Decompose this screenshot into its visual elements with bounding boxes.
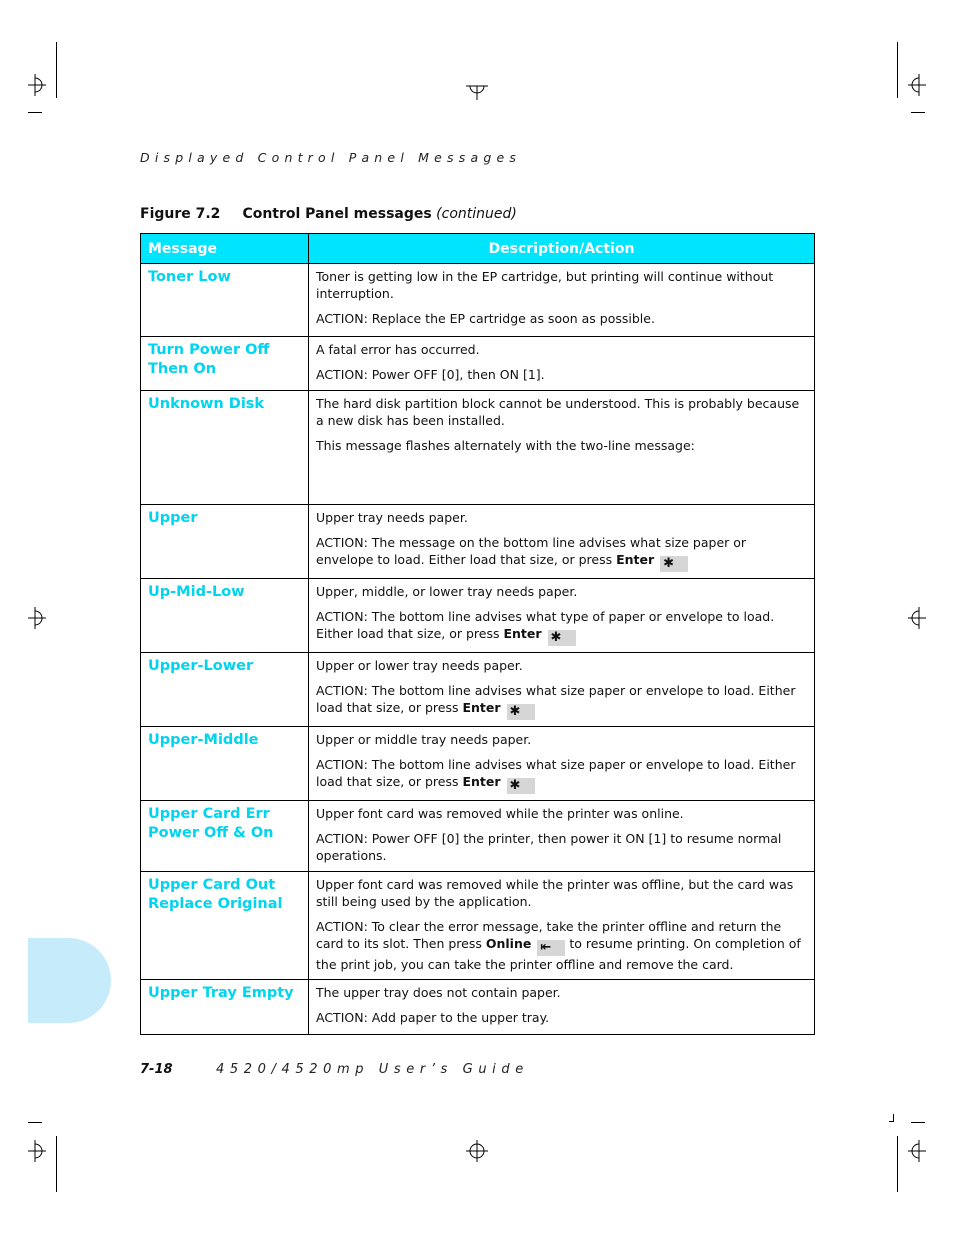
table-row	[141, 872, 815, 980]
message-description	[309, 264, 815, 337]
table-row	[141, 727, 815, 801]
crop-mark	[911, 112, 925, 113]
messages-table	[140, 233, 815, 1035]
message-description	[309, 579, 815, 653]
message-description	[309, 337, 815, 391]
table-row	[141, 980, 815, 1035]
figure-number: Figure 7.2	[140, 206, 221, 222]
table-row	[141, 264, 815, 337]
enter-key-icon: ✱	[507, 704, 535, 720]
description-text: Upper or middle tray needs paper.	[316, 732, 532, 747]
registration-mark-icon	[908, 1140, 930, 1162]
table-row	[141, 579, 815, 653]
message-description	[309, 653, 815, 727]
description-paragraph	[316, 830, 804, 864]
description-text: ACTION: To clear the error message, take the printer offline and return the card to its slot. Then press	[316, 919, 782, 951]
crop-mark	[28, 112, 42, 113]
description-paragraph	[316, 731, 804, 748]
message-name-line: Upper Card Out	[148, 877, 276, 893]
description-paragraph	[316, 437, 804, 454]
registration-mark-icon	[24, 74, 46, 96]
registration-mark-icon	[908, 607, 930, 629]
message-name-line: Up-Mid-Low	[148, 584, 245, 600]
crop-mark	[56, 1136, 57, 1192]
message-name	[141, 801, 309, 872]
table-row	[141, 391, 815, 505]
message-description	[309, 505, 815, 579]
description-paragraph	[316, 984, 804, 1001]
column-header-description: Description/Action	[309, 234, 815, 264]
crop-mark	[889, 1121, 894, 1122]
message-name	[141, 505, 309, 579]
description-paragraph	[316, 534, 804, 572]
message-name-line: Then On	[148, 361, 217, 377]
key-name: Enter	[462, 774, 501, 789]
message-description	[309, 801, 815, 872]
description-text: to resume printing. On completion of the print job, you can take the printer offline and remove the card.	[316, 936, 801, 972]
online-key-icon: ⇤	[537, 940, 565, 956]
table-header-row	[141, 234, 815, 264]
message-name-line: Power Off & On	[148, 825, 274, 841]
description-paragraph	[316, 366, 804, 383]
description-text: ACTION: The bottom line advises what size paper or envelope to load. Either load that size, or press	[316, 683, 796, 715]
description-paragraph	[316, 805, 804, 822]
description-paragraph	[316, 608, 804, 646]
registration-mark-icon	[908, 74, 930, 96]
enter-key-icon: ✱	[507, 778, 535, 794]
crop-mark	[56, 42, 57, 98]
description-paragraph	[316, 918, 804, 973]
registration-mark-icon	[466, 1140, 488, 1162]
description-paragraph	[316, 395, 804, 429]
key-name: Enter	[503, 626, 542, 641]
enter-key-icon: ✱	[660, 556, 688, 572]
crop-mark	[911, 1122, 925, 1123]
chapter-tab	[28, 938, 111, 1023]
description-text: Upper font card was removed while the printer was online.	[316, 806, 684, 821]
figure-continued: (continued)	[436, 206, 517, 222]
message-name-line: Upper Card Err	[148, 806, 270, 822]
crop-mark	[28, 1122, 42, 1123]
description-text: Upper tray needs paper.	[316, 510, 468, 525]
figure-title: Control Panel messages	[242, 206, 432, 222]
table-row	[141, 653, 815, 727]
registration-mark-icon	[24, 1140, 46, 1162]
description-text: ACTION: Add paper to the upper tray.	[316, 1010, 550, 1025]
message-name-line: Unknown Disk	[148, 396, 265, 412]
description-text: Toner is getting low in the EP cartridge, but printing will continue without interruption.	[316, 269, 774, 301]
description-paragraph	[316, 682, 804, 720]
crop-mark	[897, 1136, 898, 1192]
crop-mark	[897, 42, 898, 98]
description-paragraph	[316, 756, 804, 794]
table-body	[141, 264, 815, 1035]
description-text: ACTION: Replace the EP cartridge as soon as possible.	[316, 311, 655, 326]
message-name-line: Replace Original	[148, 896, 283, 912]
message-description	[309, 872, 815, 980]
figure-caption	[140, 206, 517, 222]
description-text: ACTION: The bottom line advises what type of paper or envelope to load. Either load that size, or press	[316, 609, 775, 641]
description-text: A fatal error has occurred.	[316, 342, 480, 357]
description-text: Upper or lower tray needs paper.	[316, 658, 523, 673]
description-text: ACTION: Power OFF [0], then ON [1].	[316, 367, 545, 382]
description-paragraph	[316, 1009, 804, 1026]
key-name: Online	[485, 936, 532, 951]
message-description	[309, 980, 815, 1035]
description-paragraph	[316, 583, 804, 600]
description-paragraph	[316, 876, 804, 910]
description-text: ACTION: Power OFF [0] the printer, then power it ON [1] to resume normal operations.	[316, 831, 782, 863]
message-name-line: Upper Tray Empty	[148, 985, 294, 1001]
enter-key-icon: ✱	[548, 630, 576, 646]
description-text: ACTION: The message on the bottom line advises what size paper or envelope to load. Either load that size, or press	[316, 535, 747, 567]
description-text: This message flashes alternately with the two-line message:	[316, 438, 695, 453]
description-paragraph	[316, 657, 804, 674]
message-name	[141, 579, 309, 653]
description-paragraph	[316, 509, 804, 526]
message-name-line: Upper-Middle	[148, 732, 259, 748]
description-text: Upper, middle, or lower tray needs paper.	[316, 584, 578, 599]
message-description	[309, 727, 815, 801]
registration-mark-icon	[466, 78, 488, 100]
key-name: Enter	[616, 552, 655, 567]
description-paragraph	[316, 310, 804, 327]
table-row	[141, 505, 815, 579]
message-description	[309, 391, 815, 505]
description-text: ACTION: The bottom line advises what size paper or envelope to load. Either load that size, or press	[316, 757, 796, 789]
key-name: Enter	[462, 700, 501, 715]
message-name	[141, 264, 309, 337]
message-name-line: Turn Power Off	[148, 342, 270, 358]
running-head: Displayed Control Panel Messages	[140, 150, 522, 165]
message-name	[141, 337, 309, 391]
description-paragraph	[316, 341, 804, 358]
column-header-message: Message	[141, 234, 309, 264]
message-name	[141, 980, 309, 1035]
message-name-line: Upper-Lower	[148, 658, 254, 674]
message-name	[141, 391, 309, 505]
description-paragraph	[316, 268, 804, 302]
description-text: The hard disk partition block cannot be understood. This is probably because a new disk has been installed.	[316, 396, 800, 428]
message-name	[141, 727, 309, 801]
table-row	[141, 337, 815, 391]
table-row	[141, 801, 815, 872]
message-name-line: Upper	[148, 510, 198, 526]
message-name	[141, 653, 309, 727]
guide-title: 4520/4520mp User’s Guide	[216, 1062, 529, 1077]
message-name	[141, 872, 309, 980]
message-name-line: Toner Low	[148, 269, 231, 285]
description-text: The upper tray does not contain paper.	[316, 985, 561, 1000]
page-number: 7-18	[140, 1062, 173, 1077]
registration-mark-icon	[24, 607, 46, 629]
description-text: Upper font card was removed while the printer was offline, but the card was still being used by the application.	[316, 877, 794, 909]
